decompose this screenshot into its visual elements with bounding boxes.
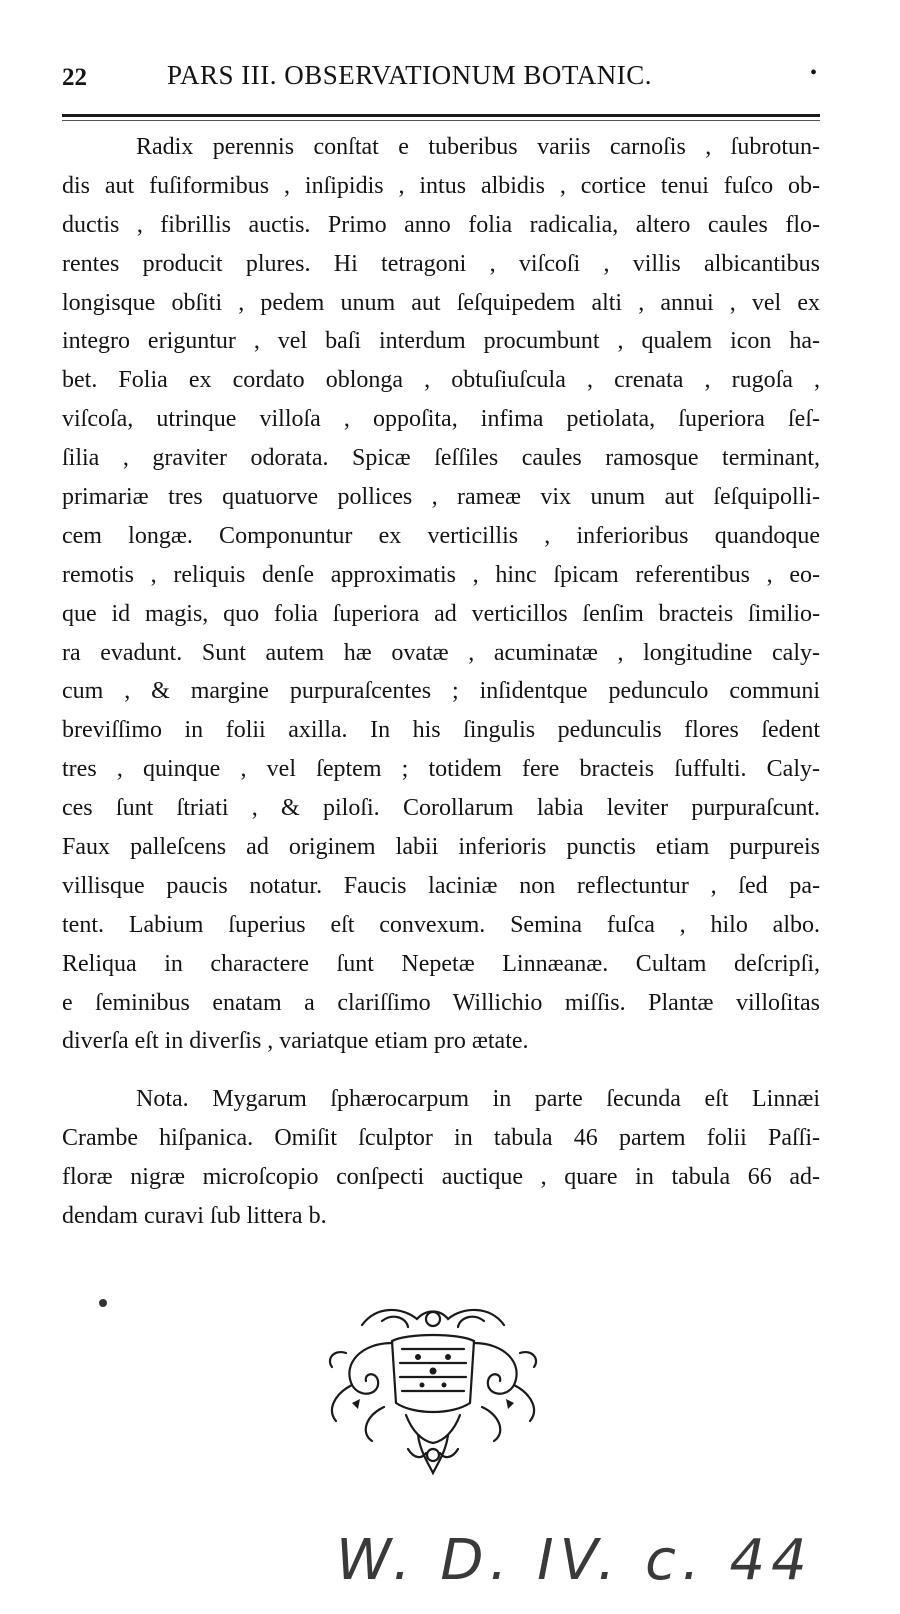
text-line: ductis , fibrillis auctis. Primo anno folia radicalia, altero caules flo-: [62, 211, 820, 238]
text-line: rentes producit plures. Hi tetragoni , viſcoſi , villis albicantibus: [62, 250, 820, 277]
header-rule: [62, 114, 820, 117]
header-mark: •: [810, 62, 818, 84]
tailpiece-ornament-icon: [322, 1303, 544, 1478]
text-line: remotis , reliquis denſe approximatis , hinc ſpicam referentibus , eo-: [62, 561, 820, 588]
header-rule-thin: [62, 120, 820, 121]
ink-dot: [99, 1299, 107, 1307]
text-line: cum , & margine purpuraſcentes ; inſidentque pedunculo communi: [62, 678, 820, 705]
running-head: PARS III. OBSERVATIONUM BOTANIC.: [167, 60, 652, 90]
text-line: primariæ tres quatuorve pollices , rameæ vix unum aut ſeſquipolli-: [62, 484, 820, 511]
handwritten-shelfmark: [332, 1506, 813, 1614]
main-paragraph: [62, 128, 820, 1061]
text-line: tent. Labium ſuperius eſt convexum. Semina fuſca , hilo albo.: [62, 911, 820, 938]
text-line: diverſa eſt in diverſis , variatque etiam pro ætate.: [62, 1028, 529, 1055]
text-line: dendam curavi ſub littera b.: [62, 1202, 327, 1229]
page-number: 22: [62, 64, 87, 91]
text-line: floræ nigræ microſcopio conſpecti auctique , quare in tabula 66 ad-: [62, 1163, 820, 1190]
text-line: Radix perennis conſtat e tuberibus variis carnoſis , ſubrotun-: [136, 134, 820, 160]
text-line: Faux palleſcens ad originem labii inferioris punctis etiam purpureis: [62, 834, 820, 861]
text-line: que id magis, quo folia ſuperiora ad verticillos ſenſim bracteis ſimilio-: [62, 600, 820, 627]
text-line: integro eriguntur , vel baſi interdum procumbunt , qualem icon ha-: [62, 328, 820, 355]
text-line: dis aut fuſiformibus , inſipidis , intus albidis , cortice tenui fuſco ob-: [62, 172, 820, 199]
text-line: Reliqua in charactere ſunt Nepetæ Linnæanæ. Cultam deſcripſi,: [62, 950, 820, 977]
text-line: Nota. Mygarum ſphærocarpum in parte ſecunda eſt Linnæi: [136, 1086, 820, 1112]
text-line: e ſeminibus enatam a clariſſimo Willichio miſſis. Plantæ villoſitas: [62, 989, 820, 1016]
nota-paragraph: [62, 1080, 820, 1236]
text-line: bet. Folia ex cordato oblonga , obtuſiuſcula , crenata , rugoſa ,: [62, 367, 820, 394]
text-line: Crambe hiſpanica. Omiſit ſculptor in tabula 46 partem folii Paſſi-: [62, 1124, 820, 1151]
text-line: cem longæ. Componuntur ex verticillis , inferioribus quandoque: [62, 522, 820, 549]
text-line: tres , quinque , vel ſeptem ; totidem fere bracteis ſuffulti. Caly-: [62, 756, 820, 783]
text-line: longisque obſiti , pedem unum aut ſeſquipedem alti , annui , vel ex: [62, 289, 820, 316]
text-line: ra evadunt. Sunt autem hæ ovatæ , acuminatæ , longitudine caly-: [62, 639, 820, 666]
page-header: [62, 60, 820, 100]
text-line: ces ſunt ſtriati , & piloſi. Corollarum labia leviter purpuraſcunt.: [62, 795, 820, 822]
text-line: viſcoſa, utrinque villoſa , oppoſita, infima petiolata, ſuperiora ſeſ-: [62, 406, 820, 433]
text-line: ſilia , graviter odorata. Spicæ ſeſſiles caules ramosque terminant,: [62, 445, 820, 472]
shelfmark-text: W. D. IV. c. 44: [336, 1528, 813, 1593]
text-line: villisque paucis notatur. Faucis laciniæ non reflectuntur , ſed pa-: [62, 872, 820, 899]
text-line: breviſſimo in folii axilla. In his ſingulis pedunculis flores ſedent: [62, 717, 820, 744]
